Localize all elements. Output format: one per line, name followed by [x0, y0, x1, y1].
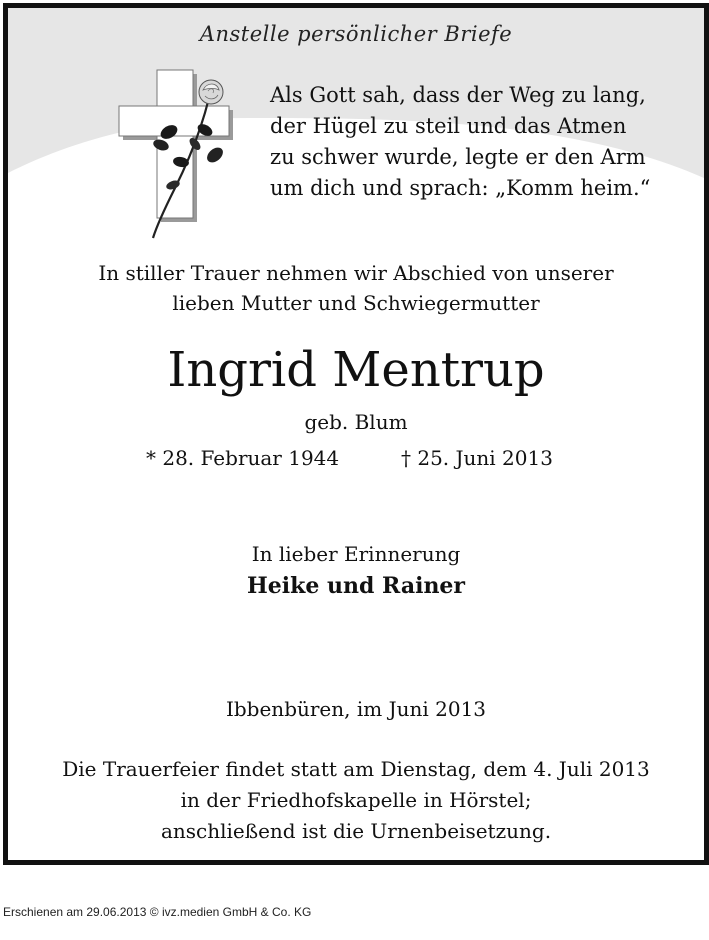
- funeral-info: [8, 754, 704, 847]
- poem-line: Als Gott sah, dass der Weg zu lang,: [270, 83, 646, 107]
- obituary-card: [3, 3, 709, 865]
- memory-line: In lieber Erinnerung: [251, 542, 461, 566]
- deceased-name: Ingrid Mentrup: [167, 342, 545, 398]
- intro-line: In stiller Trauer nehmen wir Abschied von unserer: [98, 261, 614, 285]
- intro-line: lieben Mutter und Schwiegermutter: [172, 291, 540, 315]
- life-dates: [8, 446, 704, 474]
- maiden-name: geb. Blum: [304, 410, 408, 434]
- funeral-line: anschließend ist die Urnenbeisetzung.: [160, 819, 552, 843]
- poem-line: der Hügel zu steil und das Atmen: [270, 114, 627, 138]
- cross-with-rose-icon: [113, 60, 243, 240]
- poem-line: um dich und sprach: „Komm heim.“: [270, 176, 651, 200]
- family-names: Heike und Rainer: [246, 573, 466, 599]
- place-date: Ibbenbüren, im Juni 2013: [225, 697, 487, 721]
- funeral-line: Die Trauerfeier findet statt am Dienstag, dem 4. Juli 2013: [62, 757, 650, 781]
- poem: [270, 80, 650, 204]
- intro-text: [8, 258, 704, 318]
- death-date: † 25. Juni 2013: [401, 446, 553, 470]
- header-text: Anstelle persönlicher Briefe: [199, 22, 513, 46]
- publication-footer: Erschienen am 29.06.2013 © ivz.medien GmbH & Co. KG: [3, 905, 312, 919]
- birth-date: * 28. Februar 1944: [146, 446, 340, 470]
- funeral-line: in der Friedhofskapelle in Hörstel;: [180, 788, 532, 812]
- poem-line: zu schwer wurde, legte er den Arm: [270, 145, 646, 169]
